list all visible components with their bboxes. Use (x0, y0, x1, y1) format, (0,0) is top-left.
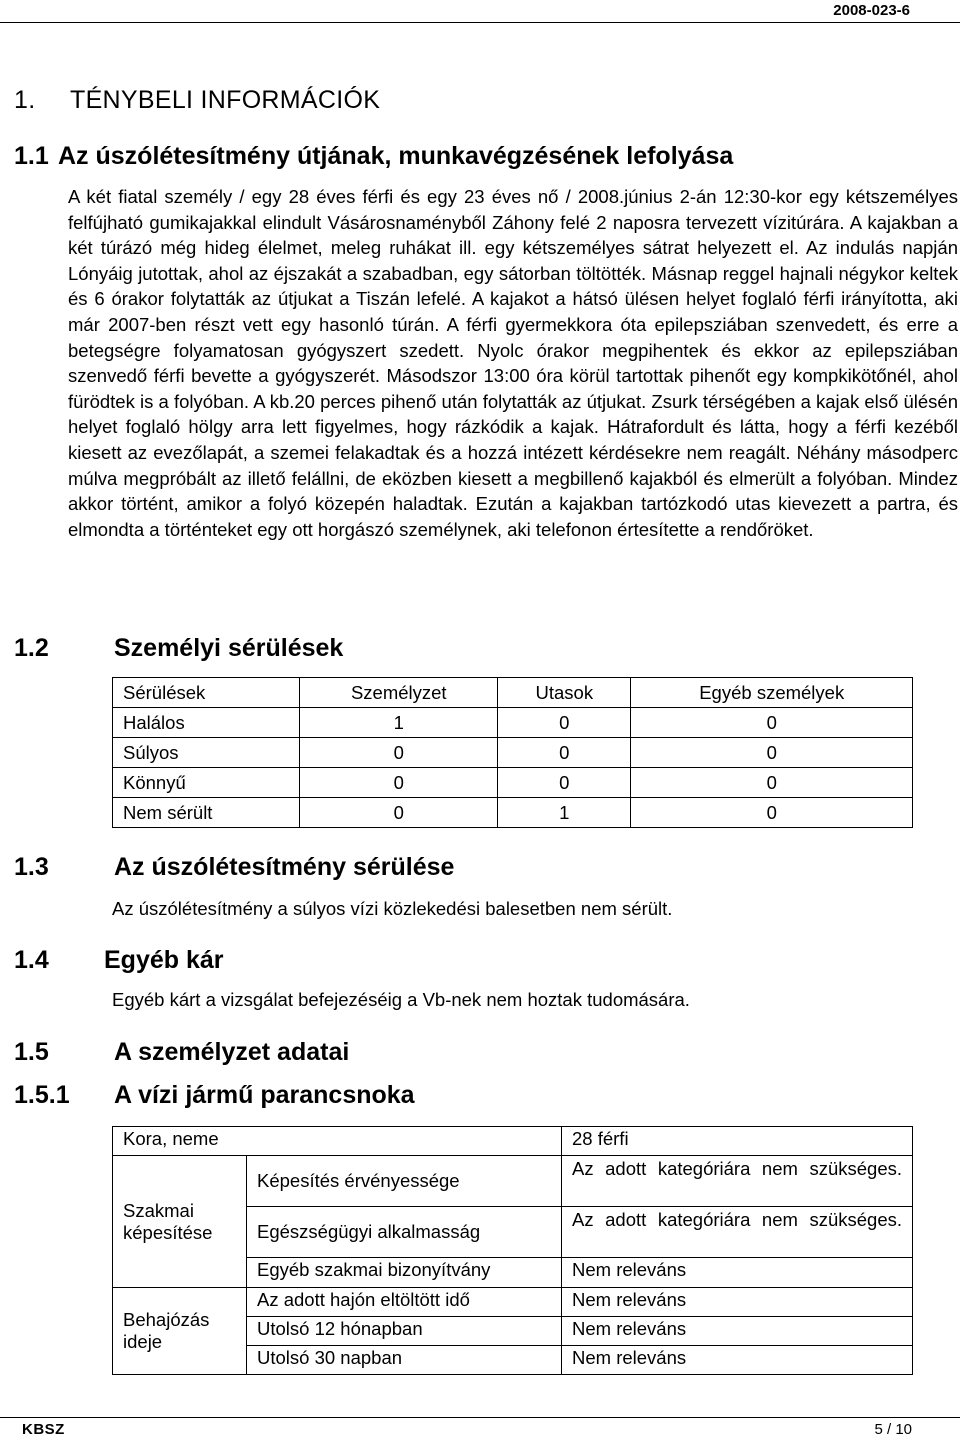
qualification-value: Az adott kategóriára nem szükséges. (562, 1156, 913, 1207)
table-cell: 1 (498, 798, 631, 828)
sailing-time-value: Nem releváns (562, 1317, 913, 1346)
sailing-time-value: Nem releváns (562, 1346, 913, 1375)
sailing-time-item: Utolsó 12 hónapban (247, 1317, 562, 1346)
table-row (113, 1156, 913, 1207)
table-cell: 0 (498, 708, 631, 738)
sailing-time-label: Behajózás ideje (113, 1288, 247, 1375)
table-cell: 0 (300, 798, 498, 828)
section-number: 1.2 (14, 634, 49, 662)
table-cell: 0 (300, 738, 498, 768)
table-row (113, 1127, 913, 1156)
table-cell: Súlyos (113, 738, 300, 768)
qualification-value: Az adott kategóriára nem szükséges. (562, 1207, 913, 1258)
table-cell: 0 (498, 738, 631, 768)
section-1-4-heading (14, 946, 224, 975)
qualification-item: Egyéb szakmai bizonyítvány (247, 1258, 562, 1288)
table-row (113, 768, 913, 798)
section-number: 1. (14, 86, 36, 114)
table-cell: 0 (631, 768, 913, 798)
table-row (113, 798, 913, 828)
table-cell: 0 (631, 798, 913, 828)
section-number: 1.3 (14, 853, 49, 881)
kbsz-logo: KBSZ (22, 1421, 65, 1438)
section-1-heading (14, 86, 380, 115)
table-header-row (113, 678, 913, 708)
section-title: Az úszólétesítmény sérülése (114, 853, 455, 881)
qualification-label: Szakmai képesítése (113, 1156, 247, 1288)
header-rule (0, 22, 960, 23)
table-cell: Könnyű (113, 768, 300, 798)
section-number: 1.4 (14, 946, 49, 974)
injury-table (112, 677, 913, 828)
document-id: 2008-023-6 (833, 2, 910, 19)
table-cell: 0 (300, 768, 498, 798)
section-title: TÉNYBELI INFORMÁCIÓK (70, 86, 381, 114)
section-1-2-heading (14, 634, 343, 663)
table-cell: Nem sérült (113, 798, 300, 828)
section-title: Az úszólétesítmény útjának, munkavégzésének lefolyása (58, 142, 734, 170)
section-title: Egyéb kár (104, 946, 224, 974)
commander-table (112, 1126, 913, 1375)
section-number: 1.1 (14, 142, 49, 170)
header-cell: Sérülések (113, 678, 300, 708)
age-label: Kora, neme (113, 1127, 562, 1156)
section-1-3-heading (14, 853, 454, 882)
table-cell: 0 (498, 768, 631, 798)
section-title: A személyzet adatai (114, 1038, 350, 1066)
header-cell: Személyzet (300, 678, 498, 708)
section-number: 1.5.1 (14, 1081, 70, 1109)
sailing-time-item: Utolsó 30 napban (247, 1346, 562, 1375)
table-cell: 0 (631, 708, 913, 738)
table-row (113, 708, 913, 738)
table-row (113, 738, 913, 768)
section-title: Személyi sérülések (114, 634, 344, 662)
sailing-time-value: Nem releváns (562, 1288, 913, 1317)
narrative-paragraph: A két fiatal személy / egy 28 éves férfi és egy 23 éves nő / 2008.június 2-án 12:30-kor egy kétszemélyes felfújható gumikajakkal elindult Vásárosnaményből Záhony felé 2 naposra tervezett vízitúrára. A kajakban a két túrázó még hideg élelmet, meleg ruhákat ill. egy kétszemélyes sátrat helyezett el. Az indulás napján Lónyáig jutottak, ahol az éjszakát a szabadban, egy sátorban töltötték. Másnap reggel hajnali négykor keltek és 6 órakor folytatták az útjukat a Tiszán lefelé. A kajakot a hátsó ülésen helyet foglaló férfi irányította, aki már 2007-ben részt vett egy hasonló túrán. A férfi gyermekkora óta epilepsziában szenvedett, és erre a betegségre folyamatosan gyógyszert szedett. Nyolc órakor megpihentek és ekkor az epilepsziában szenvedő férfi bevette a gyógyszerét. Másodszor 13:00 óra körül tartottak pihenőt egy kompkikötőnél, ahol fürödtek is a folyóban. A kb.20 perces pihenő után folytatták az útjukat. Zsurk térségében a kajak első ülésén helyet foglaló hölgy arra lett figyelmes, hogy rázkódik a kajak. Hátrafordult és látta, hogy a férfi kezéből kiesett az evezőlapát, a szemei felakadtak és a hozzá intézett kérdésekre nem reagált. Néhány másodperc múlva megpróbált az illető felállni, de eközben kiesett a megbillenő kajakból és elmerült a folyóban. Mindez akkor történt, amikor a folyó közepén haladtak. Ezután a kajakban tartózkodó utas kievezett a partra, és elmondta a történteket egy ott horgászó személynek, aki telefonon értesítette a rendőröket. (68, 186, 958, 540)
footer-rule (0, 1417, 960, 1418)
page-number: 5 / 10 (874, 1421, 912, 1438)
section-number: 1.5 (14, 1038, 49, 1066)
section-1-5-heading (14, 1038, 349, 1067)
header-cell: Utasok (498, 678, 631, 708)
other-damage-text: Egyéb kárt a vizsgálat befejezéséig a Vb-nek nem hoztak tudomására. (112, 989, 690, 1010)
qualification-item: Egészségügyi alkalmasság (247, 1207, 562, 1258)
sailing-time-item: Az adott hajón eltöltött idő (247, 1288, 562, 1317)
section-title: A vízi jármű parancsnoka (114, 1081, 415, 1109)
qualification-value: Nem releváns (562, 1258, 913, 1288)
qualification-item: Képesítés érvényessége (247, 1156, 562, 1207)
age-value: 28 férfi (562, 1127, 913, 1156)
section-1-5-1-heading (14, 1081, 415, 1110)
table-row (113, 1288, 913, 1317)
table-cell: 1 (300, 708, 498, 738)
vessel-damage-text: Az úszólétesítmény a súlyos vízi közlekedési balesetben nem sérült. (112, 898, 673, 919)
header-cell: Egyéb személyek (631, 678, 913, 708)
table-cell: Halálos (113, 708, 300, 738)
table-cell: 0 (631, 738, 913, 768)
section-1-1-heading (14, 142, 733, 171)
